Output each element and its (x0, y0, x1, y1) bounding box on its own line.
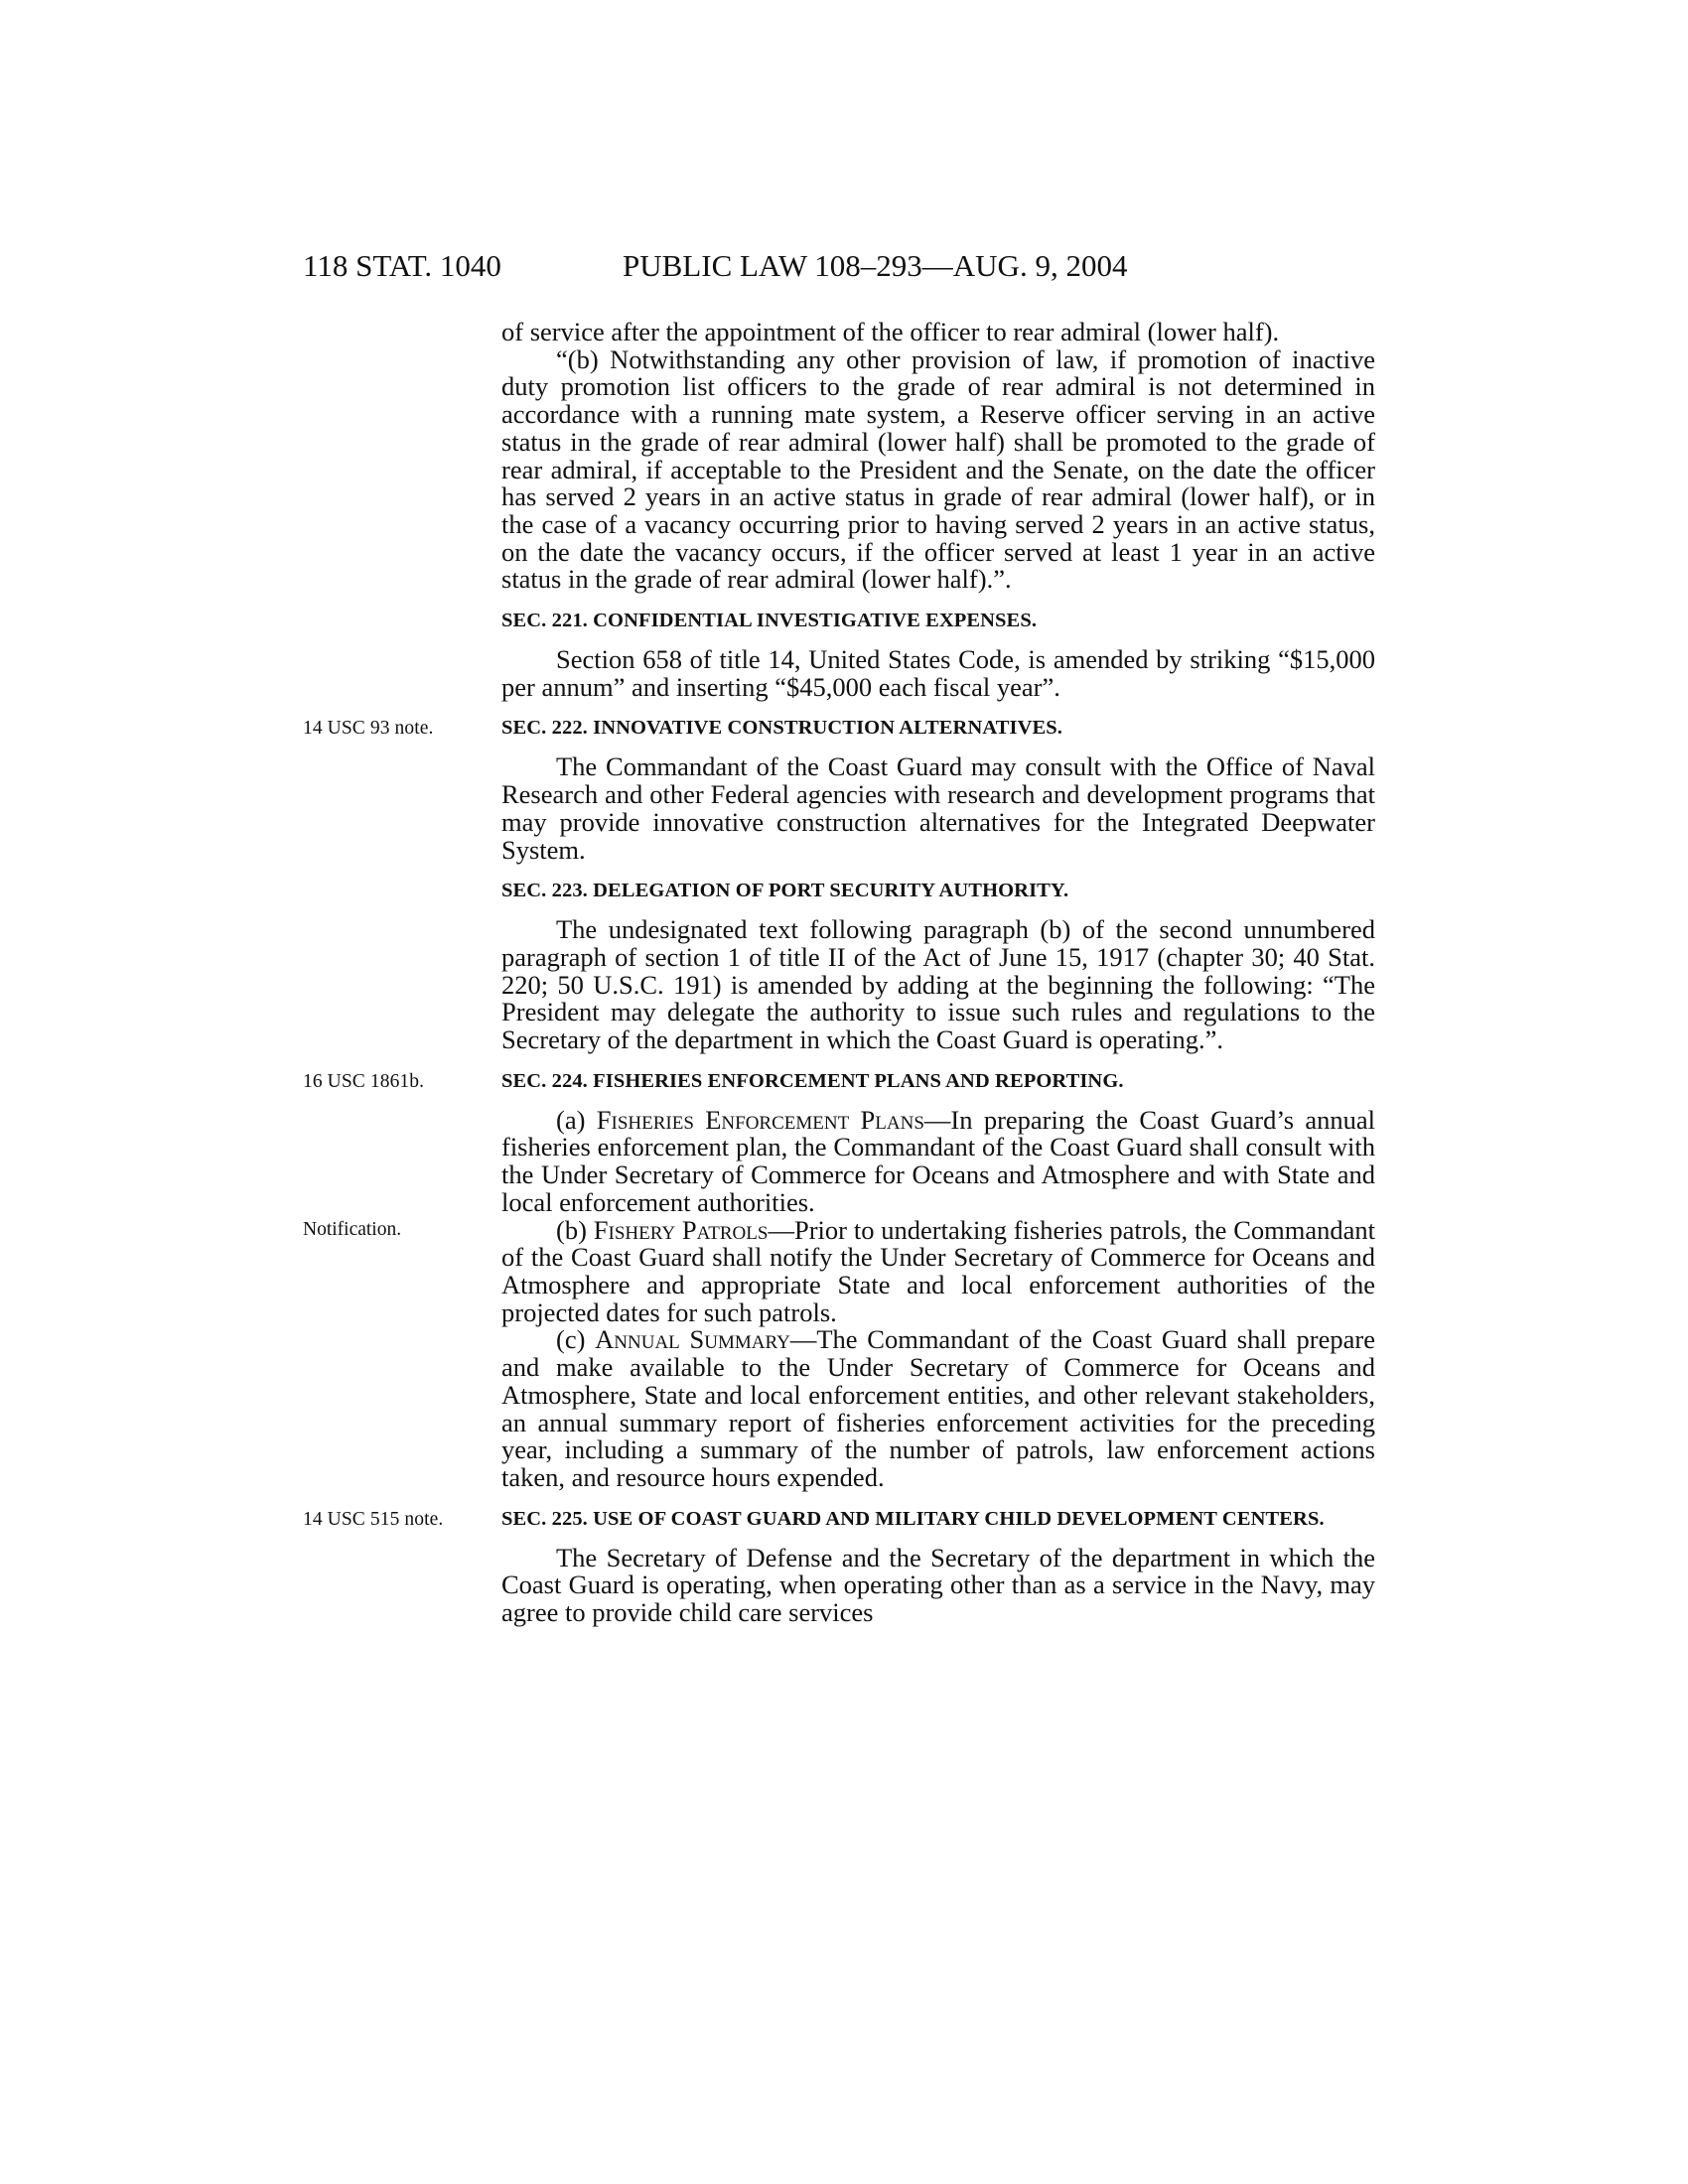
section-225-heading (303, 1506, 1375, 1532)
section-221-title: SEC. 221. CONFIDENTIAL INVESTIGATIVE EXPENSES. (501, 610, 1038, 632)
section-222-text: The Commandant of the Coast Guard may consult with the Office of Naval Research and other Federal agencies with research and development programs that may provide innovative construction alternatives for the Integrated Deepwater System. (501, 751, 1375, 865)
notification-margin-note: Notification. (303, 1218, 402, 1240)
section-224-subsection-b (303, 1214, 1375, 1327)
law-title: PUBLIC LAW 108–293—AUG. 9, 2004 (623, 248, 1128, 283)
section-224-subsection-a (501, 1104, 1375, 1217)
document-body (303, 317, 1375, 1628)
section-225-text: The Secretary of Defense and the Secretary of the department in which the Coast Guard is operating, when operating other than as a service in the Navy, may agree to provide child care services (501, 1542, 1375, 1628)
section-222-margin-note: 14 USC 93 note. (303, 718, 434, 740)
subsection-a-text: —In preparing the Coast Guard’s annual fisheries enforcement plan, the Commandant of the Coast Guard shall consult with the Under Secretary of Commerce for Oceans and Atmosphere and with State and local enforcement authorities. (501, 1104, 1375, 1217)
page-header (0, 246, 1688, 286)
section-224-margin-note: 16 USC 1861b. (303, 1070, 425, 1092)
stat-page-number: 118 STAT. 1040 (303, 248, 501, 283)
section-224-title: SEC. 224. FISHERIES ENFORCEMENT PLANS AND REPORTING. (501, 1069, 1124, 1092)
section-224-subsection-c (501, 1326, 1375, 1491)
section-225-margin-note: 14 USC 515 note. (303, 1508, 444, 1530)
subsection-a-title: Fisheries Enforcement Plans (596, 1104, 924, 1135)
subsection-c-title: Annual Summary (595, 1324, 790, 1355)
section-224-heading (303, 1068, 1375, 1094)
subsection-b-label: (b) (556, 1214, 587, 1245)
subsection-c-label: (c) (556, 1324, 586, 1355)
section-223-title: SEC. 223. DELEGATION OF PORT SECURITY AUTHORITY. (501, 880, 1069, 902)
continuation-paragraph: of service after the appointment of the officer to rear admiral (lower half). (501, 317, 1280, 346)
section-222-title: SEC. 222. INNOVATIVE CONSTRUCTION ALTERNATIVES. (501, 717, 1062, 740)
section-221-heading (501, 608, 1375, 633)
section-222-heading (303, 715, 1375, 741)
section-221-text: Section 658 of title 14, United States Code, is amended by striking “$15,000 per annum” and inserting “$45,000 each fiscal year”. (501, 644, 1375, 702)
subsection-c-text: —The Commandant of the Coast Guard shall prepare and make available to the Under Secretary of Commerce for Oceans and Atmosphere, State and local enforcement entities, and other relevant stakeholders, an annual summary report of fisheries enforcement activities for the preceding year, including a summary of the number of patrols, law enforcement actions taken, and resource hours expended. (501, 1324, 1375, 1492)
paragraph-b: “(b) Notwithstanding any other provision of law, if promotion of inactive duty promotion list officers to the grade of rear admiral is not determined in accordance with a running mate system, a Reserve officer serving in an active status in the grade of rear admiral (lower half) shall be promoted to the grade of rear admiral, if acceptable to the President and the Senate, on the date the officer has served 2 years in an active status in grade of rear admiral (lower half), or in the case of a vacancy occurring prior to having served 2 years in an active status, on the date the vacancy occurs, if the officer served at least 1 year in an active status in the grade of rear admiral (lower half).”. (501, 343, 1375, 595)
section-223-heading (501, 878, 1375, 903)
subsection-a-label: (a) (556, 1104, 586, 1135)
section-223-text: The undesignated text following paragraph (b) of the second unnumbered paragraph of section 1 of title II of the Act of June 15, 1917 (chapter 30; 40 Stat. 220; 50 U.S.C. 191) is amended by adding at the beginning the following: “The President may delegate the authority to issue such rules and regulations to the Secretary of the department in which the Coast Guard is operating.”. (501, 914, 1375, 1055)
subsection-b-title: Fishery Patrols (593, 1214, 769, 1245)
section-225-title: SEC. 225. USE OF COAST GUARD AND MILITARY CHILD DEVELOPMENT CENTERS. (501, 1507, 1325, 1530)
subsection-b-text: —Prior to undertaking fisheries patrols, the Commandant of the Coast Guard shall notify the Under Secretary of Commerce for Oceans and Atmosphere and appropriate State and local enforcement authorities of the projected dates for such patrols. (501, 1214, 1375, 1327)
